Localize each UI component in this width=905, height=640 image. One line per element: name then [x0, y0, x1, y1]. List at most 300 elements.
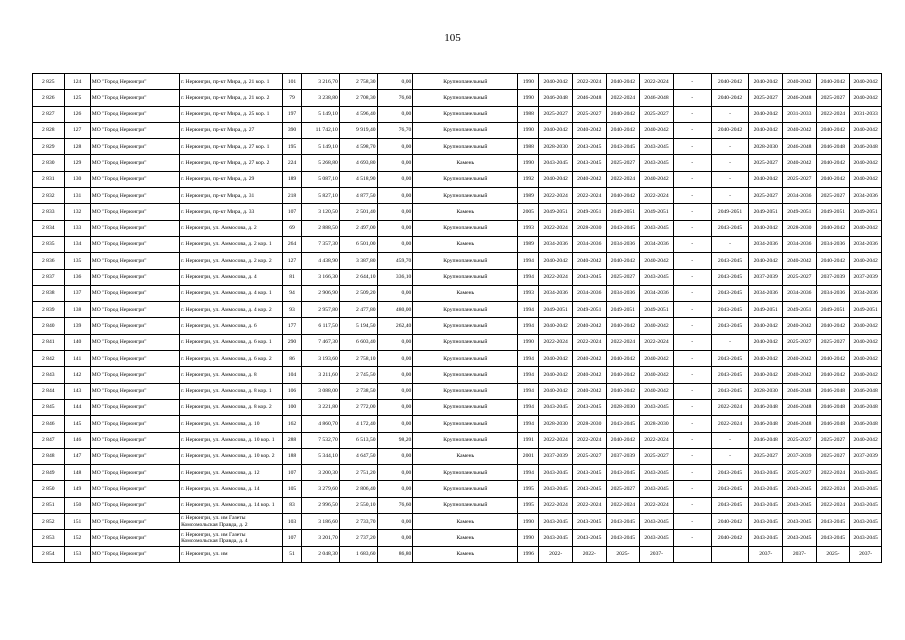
residents-cell: 69: [283, 220, 302, 236]
repair-period-cell: 2037-: [749, 546, 783, 562]
repair-period-cell: 2043-2045: [640, 155, 674, 171]
address-cell: г. Нерюнгри, пр-кт Мира, д. 27 кор. 2: [180, 155, 283, 171]
municipality-cell: МО "Город Нерюнгри": [90, 530, 179, 546]
repair-period-cell: 2034-2036: [749, 285, 783, 301]
sub-number-cell: 135: [64, 253, 90, 269]
sub-number-cell: 152: [64, 530, 90, 546]
repair-period-cell: -: [673, 481, 711, 497]
repair-period-cell: -: [673, 399, 711, 415]
repair-period-cell: 2040-2042: [640, 171, 674, 187]
total-area-cell: 5 149,10: [301, 139, 339, 155]
repair-period-cell: -: [673, 514, 711, 530]
repair-period-cell: 2043-2045: [711, 367, 749, 383]
municipality-cell: МО "Город Нерюнгри": [90, 546, 179, 562]
repair-period-cell: -: [711, 139, 749, 155]
table-row: [33, 318, 882, 334]
repair-period-cell: -: [673, 334, 711, 350]
living-area-cell: 1 683,60: [339, 546, 377, 562]
build-year-cell: 1995: [518, 481, 539, 497]
nonresidential-area-cell: 0,00: [377, 481, 413, 497]
row-number-cell: 2 826: [33, 90, 65, 106]
build-year-cell: 1990: [518, 90, 539, 106]
residents-cell: 197: [283, 106, 302, 122]
repair-period-cell: 2043-2045: [711, 253, 749, 269]
address-cell: г. Нерюнгри, ул. Аммосова, д. 4 кор. 2: [180, 302, 283, 318]
total-area-cell: 5 268,80: [301, 155, 339, 171]
sub-number-cell: 151: [64, 514, 90, 530]
repair-period-cell: 2043-2045: [539, 530, 573, 546]
sub-number-cell: 133: [64, 220, 90, 236]
build-year-cell: 1990: [518, 514, 539, 530]
repair-period-cell: 2049-2051: [783, 302, 817, 318]
repair-period-cell: 2049-2051: [749, 302, 783, 318]
repair-period-cell: -: [673, 188, 711, 204]
repair-period-cell: 2025-2027: [749, 155, 783, 171]
repair-period-cell: 2040-2042: [539, 74, 573, 90]
sub-number-cell: 134: [64, 236, 90, 252]
repair-period-cell: 2025-2027: [816, 432, 850, 448]
residents-cell: 290: [283, 334, 302, 350]
wall-material-cell: Камень: [413, 546, 518, 562]
wall-material-cell: Крупнопанельный: [413, 367, 518, 383]
repair-period-cell: 2043-2045: [606, 220, 640, 236]
build-year-cell: 1990: [518, 155, 539, 171]
repair-period-cell: -: [673, 171, 711, 187]
repair-period-cell: 2046-2048: [640, 90, 674, 106]
address-cell: г. Нерюнгри, пр-кт Мира, д. 25 кор. 1: [180, 106, 283, 122]
repair-period-cell: 2022-2024: [640, 497, 674, 513]
repair-period-cell: 2034-2036: [850, 285, 882, 301]
repair-period-cell: 2046-2048: [850, 416, 882, 432]
repair-period-cell: 2040-2042: [711, 514, 749, 530]
nonresidential-area-cell: 0,00: [377, 204, 413, 220]
repair-period-cell: 2040-2042: [539, 253, 573, 269]
repair-period-cell: 2034-2036: [572, 285, 606, 301]
repair-period-cell: 2022-2024: [572, 74, 606, 90]
total-area-cell: 4 438,90: [301, 253, 339, 269]
repair-period-cell: 2022-2024: [539, 220, 573, 236]
repair-period-cell: 2037-2039: [850, 269, 882, 285]
nonresidential-area-cell: 336,10: [377, 269, 413, 285]
repair-period-cell: 2022-2024: [816, 106, 850, 122]
address-cell: г. Нерюнгри, пр-кт Мира, д. 27: [180, 122, 283, 138]
repair-period-cell: -: [673, 318, 711, 334]
repair-period-cell: 2049-2051: [640, 204, 674, 220]
residents-cell: 127: [283, 253, 302, 269]
build-year-cell: 1993: [518, 285, 539, 301]
wall-material-cell: Крупнопанельный: [413, 318, 518, 334]
row-number-cell: 2 835: [33, 236, 65, 252]
total-area-cell: 3 211,60: [301, 367, 339, 383]
repair-period-cell: 2040-2042: [640, 122, 674, 138]
repair-period-cell: 2046-2048: [572, 90, 606, 106]
sub-number-cell: 137: [64, 285, 90, 301]
table-row: [33, 514, 882, 530]
repair-period-cell: 2025-2027: [606, 481, 640, 497]
repair-period-cell: [673, 546, 711, 562]
repair-period-cell: -: [711, 448, 749, 464]
repair-period-cell: 2025-2027: [606, 269, 640, 285]
repair-period-cell: 2037-: [850, 546, 882, 562]
repair-period-cell: 2049-2051: [749, 204, 783, 220]
living-area-cell: 2 738,50: [339, 383, 377, 399]
repair-period-cell: 2025-: [606, 546, 640, 562]
nonresidential-area-cell: 0,00: [377, 465, 413, 481]
repair-period-cell: 2043-2045: [711, 383, 749, 399]
repair-period-cell: 2028-2030: [572, 416, 606, 432]
build-year-cell: 1990: [518, 530, 539, 546]
repair-period-cell: 2049-2051: [572, 204, 606, 220]
residents-cell: 79: [283, 90, 302, 106]
table-row: [33, 188, 882, 204]
repair-period-cell: 2040-2042: [816, 74, 850, 90]
municipality-cell: МО "Город Нерюнгри": [90, 334, 179, 350]
residents-cell: 107: [283, 204, 302, 220]
repair-period-cell: -: [673, 155, 711, 171]
address-cell: г. Нерюнгри, ул. Аммосова, д. 4 кор. 1: [180, 285, 283, 301]
sub-number-cell: 153: [64, 546, 90, 562]
build-year-cell: 1994: [518, 399, 539, 415]
wall-material-cell: Крупнопанельный: [413, 171, 518, 187]
repair-period-cell: 2031-2033: [783, 106, 817, 122]
repair-period-cell: 2040-2042: [749, 171, 783, 187]
repair-period-cell: 2040-2042: [850, 90, 882, 106]
wall-material-cell: Крупнопанельный: [413, 481, 518, 497]
residents-cell: 288: [283, 432, 302, 448]
repair-period-cell: 2040-2042: [606, 122, 640, 138]
build-year-cell: 1994: [518, 318, 539, 334]
repair-period-cell: 2025-2027: [783, 171, 817, 187]
nonresidential-area-cell: 0,00: [377, 171, 413, 187]
repair-period-cell: 2022-2024: [640, 432, 674, 448]
repair-period-cell: -: [673, 220, 711, 236]
address-cell: г. Нерюнгри, ул. Аммосова, д. 4: [180, 269, 283, 285]
repair-period-cell: 2040-2042: [816, 220, 850, 236]
residents-cell: 107: [283, 530, 302, 546]
repair-period-cell: 2040-2042: [850, 351, 882, 367]
repair-period-cell: -: [673, 416, 711, 432]
table-row: [33, 546, 882, 562]
table-row: [33, 481, 882, 497]
row-number-cell: 2 843: [33, 367, 65, 383]
repair-period-cell: 2022-2024: [572, 334, 606, 350]
repair-period-cell: 2025-2027: [640, 448, 674, 464]
repair-period-cell: 2043-2045: [572, 481, 606, 497]
build-year-cell: 1990: [518, 122, 539, 138]
repair-period-cell: 2040-2042: [606, 74, 640, 90]
repair-period-cell: 2031-2033: [850, 106, 882, 122]
living-area-cell: 2 644,10: [339, 269, 377, 285]
repair-period-cell: 2043-2045: [539, 514, 573, 530]
repair-period-cell: [711, 546, 749, 562]
repair-period-cell: 2043-2045: [640, 269, 674, 285]
repair-period-cell: 2043-2045: [572, 269, 606, 285]
municipality-cell: МО "Город Нерюнгри": [90, 318, 179, 334]
repair-period-cell: 2040-2042: [711, 90, 749, 106]
nonresidential-area-cell: 0,00: [377, 285, 413, 301]
sub-number-cell: 149: [64, 481, 90, 497]
repair-period-cell: 2025-2027: [606, 155, 640, 171]
living-area-cell: 2 501,40: [339, 204, 377, 220]
row-number-cell: 2 827: [33, 106, 65, 122]
repair-period-cell: 2040-2042: [640, 367, 674, 383]
address-cell: г. Нерюнгри, пр-кт Мира, д. 33: [180, 204, 283, 220]
row-number-cell: 2 832: [33, 188, 65, 204]
repair-period-cell: 2040-2042: [816, 367, 850, 383]
build-year-cell: 1994: [518, 367, 539, 383]
living-area-cell: 2 497,00: [339, 220, 377, 236]
living-area-cell: 2 733,70: [339, 514, 377, 530]
table-row: [33, 253, 882, 269]
repair-period-cell: 2043-2045: [539, 465, 573, 481]
repair-period-cell: 2025-2027: [816, 334, 850, 350]
municipality-cell: МО "Город Нерюнгри": [90, 481, 179, 497]
total-area-cell: 2 906,90: [301, 285, 339, 301]
repair-period-cell: 2046-2048: [783, 383, 817, 399]
table-row: [33, 285, 882, 301]
total-area-cell: 3 279,60: [301, 481, 339, 497]
repair-period-cell: 2040-2042: [606, 106, 640, 122]
repair-period-cell: 2037-: [783, 546, 817, 562]
repair-period-cell: 2046-2048: [749, 432, 783, 448]
repair-period-cell: 2034-2036: [816, 285, 850, 301]
repair-period-cell: 2037-2039: [816, 269, 850, 285]
repair-period-cell: 2040-2042: [783, 351, 817, 367]
living-area-cell: 4 877,50: [339, 188, 377, 204]
municipality-cell: МО "Город Нерюнгри": [90, 171, 179, 187]
repair-period-cell: -: [673, 122, 711, 138]
repair-period-cell: 2046-2048: [539, 90, 573, 106]
repair-period-cell: 2025-2027: [816, 188, 850, 204]
repair-period-cell: 2046-2048: [783, 90, 817, 106]
municipality-cell: МО "Город Нерюнгри": [90, 448, 179, 464]
row-number-cell: 2 829: [33, 139, 65, 155]
repair-period-cell: 2040-2042: [850, 253, 882, 269]
total-area-cell: 3 238,80: [301, 90, 339, 106]
living-area-cell: 9 919,40: [339, 122, 377, 138]
repair-period-cell: 2046-2048: [816, 383, 850, 399]
total-area-cell: 5 827,10: [301, 188, 339, 204]
row-number-cell: 2 837: [33, 269, 65, 285]
repair-period-cell: 2040-2042: [783, 253, 817, 269]
total-area-cell: 3 221,80: [301, 399, 339, 415]
sub-number-cell: 129: [64, 155, 90, 171]
total-area-cell: 7 357,30: [301, 236, 339, 252]
repair-period-cell: 2040-2042: [711, 122, 749, 138]
address-cell: г. Нерюнгри, ул. Аммосова, д. 10: [180, 416, 283, 432]
living-area-cell: 4 693,80: [339, 155, 377, 171]
repair-period-cell: 2028-2030: [749, 139, 783, 155]
wall-material-cell: Крупнопанельный: [413, 90, 518, 106]
wall-material-cell: Камень: [413, 448, 518, 464]
repair-period-cell: 2046-2048: [783, 139, 817, 155]
table-row: [33, 171, 882, 187]
repair-period-cell: 2043-2045: [640, 530, 674, 546]
repair-period-cell: 2040-2042: [749, 106, 783, 122]
residents-cell: 390: [283, 122, 302, 138]
address-cell: г. Нерюнгри, ул. Аммосова, д. 10 кор. 1: [180, 432, 283, 448]
total-area-cell: 2 048,30: [301, 546, 339, 562]
table-row: [33, 106, 882, 122]
sub-number-cell: 140: [64, 334, 90, 350]
row-number-cell: 2 845: [33, 399, 65, 415]
repair-period-cell: 2025-2027: [539, 106, 573, 122]
repair-period-cell: -: [673, 351, 711, 367]
build-year-cell: 1988: [518, 106, 539, 122]
repair-period-cell: 2037-2039: [783, 448, 817, 464]
repair-period-cell: -: [673, 302, 711, 318]
repair-period-cell: 2043-2045: [539, 399, 573, 415]
repair-period-cell: 2049-2051: [711, 204, 749, 220]
row-number-cell: 2 836: [33, 253, 65, 269]
wall-material-cell: Крупнопанельный: [413, 416, 518, 432]
repair-period-cell: 2040-2042: [816, 351, 850, 367]
address-cell: г. Нерюнгри, ул. им Газеты Комсомольская Правда, д. 4: [180, 530, 283, 546]
repair-period-cell: 2040-2042: [783, 74, 817, 90]
repair-period-cell: 2028-2030: [640, 416, 674, 432]
table-row: [33, 416, 882, 432]
row-number-cell: 2 834: [33, 220, 65, 236]
repair-period-cell: 2043-2045: [572, 514, 606, 530]
municipality-cell: МО "Город Нерюнгри": [90, 416, 179, 432]
repair-period-cell: 2040-2042: [850, 318, 882, 334]
repair-period-cell: 2040-2042: [572, 171, 606, 187]
residents-cell: 83: [283, 497, 302, 513]
total-area-cell: 2 888,50: [301, 220, 339, 236]
repair-period-cell: 2043-2045: [850, 497, 882, 513]
repair-period-cell: 2043-2045: [640, 399, 674, 415]
repair-period-cell: 2043-2045: [711, 318, 749, 334]
residents-cell: 162: [283, 416, 302, 432]
repair-period-cell: 2022-2024: [640, 334, 674, 350]
repair-period-cell: 2040-2042: [783, 155, 817, 171]
repair-period-cell: -: [673, 285, 711, 301]
municipality-cell: МО "Город Нерюнгри": [90, 253, 179, 269]
sub-number-cell: 124: [64, 74, 90, 90]
repair-period-cell: 2040-2042: [816, 122, 850, 138]
address-cell: г. Нерюнгри, ул. Аммосова, д. 2 кор. 2: [180, 253, 283, 269]
repair-period-cell: 2025-2027: [783, 465, 817, 481]
row-number-cell: 2 849: [33, 465, 65, 481]
sub-number-cell: 141: [64, 351, 90, 367]
repair-period-cell: 2040-2042: [572, 122, 606, 138]
repair-period-cell: 2043-2045: [606, 465, 640, 481]
repair-period-cell: 2049-2051: [539, 302, 573, 318]
repair-period-cell: 2043-2045: [711, 302, 749, 318]
nonresidential-area-cell: 262,40: [377, 318, 413, 334]
nonresidential-area-cell: 0,00: [377, 351, 413, 367]
sub-number-cell: 128: [64, 139, 90, 155]
repair-period-cell: 2043-2045: [783, 530, 817, 546]
nonresidential-area-cell: 76,60: [377, 497, 413, 513]
residents-cell: 101: [283, 74, 302, 90]
repair-period-cell: 2040-2042: [816, 318, 850, 334]
repair-period-cell: 2043-2045: [711, 497, 749, 513]
repair-period-cell: 2022-: [572, 546, 606, 562]
repair-period-cell: 2037-2039: [606, 448, 640, 464]
repair-period-cell: 2022-2024: [816, 497, 850, 513]
wall-material-cell: Камень: [413, 204, 518, 220]
municipality-cell: МО "Город Нерюнгри": [90, 188, 179, 204]
repair-period-cell: 2043-2045: [572, 530, 606, 546]
repair-period-cell: 2049-2051: [606, 302, 640, 318]
municipality-cell: МО "Город Нерюнгри": [90, 497, 179, 513]
build-year-cell: 1991: [518, 432, 539, 448]
total-area-cell: 5 087,10: [301, 171, 339, 187]
address-cell: г. Нерюнгри, ул. Аммосова, д. 6: [180, 318, 283, 334]
table-row: [33, 448, 882, 464]
repair-period-cell: 2046-2048: [850, 139, 882, 155]
repair-period-cell: 2040-2042: [539, 367, 573, 383]
repair-period-cell: 2028-2030: [783, 220, 817, 236]
municipality-cell: МО "Город Нерюнгри": [90, 204, 179, 220]
repair-period-cell: -: [673, 367, 711, 383]
build-year-cell: 1994: [518, 302, 539, 318]
repair-period-cell: 2022-2024: [539, 188, 573, 204]
sub-number-cell: 142: [64, 367, 90, 383]
municipality-cell: МО "Город Нерюнгри": [90, 236, 179, 252]
wall-material-cell: Камень: [413, 236, 518, 252]
municipality-cell: МО "Город Нерюнгри": [90, 155, 179, 171]
wall-material-cell: Камень: [413, 155, 518, 171]
row-number-cell: 2 840: [33, 318, 65, 334]
build-year-cell: 1992: [518, 171, 539, 187]
repair-period-cell: 2049-2051: [850, 204, 882, 220]
repair-period-cell: 2022-2024: [640, 74, 674, 90]
repair-period-cell: 2040-2042: [850, 122, 882, 138]
total-area-cell: 7 532,70: [301, 432, 339, 448]
repair-period-cell: 2043-2045: [711, 351, 749, 367]
repair-period-cell: 2040-2042: [850, 367, 882, 383]
total-area-cell: 2 996,50: [301, 497, 339, 513]
wall-material-cell: Крупнопанельный: [413, 220, 518, 236]
sub-number-cell: 146: [64, 432, 90, 448]
total-area-cell: 3 193,60: [301, 351, 339, 367]
repair-period-cell: 2040-2042: [749, 74, 783, 90]
repair-period-cell: 2040-2042: [783, 367, 817, 383]
repair-period-cell: 2043-2045: [816, 530, 850, 546]
row-number-cell: 2 839: [33, 302, 65, 318]
repair-period-cell: 2025-: [816, 546, 850, 562]
repair-period-cell: 2040-2042: [572, 367, 606, 383]
living-area-cell: 2 751,20: [339, 465, 377, 481]
row-number-cell: 2 852: [33, 514, 65, 530]
total-area-cell: 3 088,00: [301, 383, 339, 399]
repair-period-cell: 2040-2042: [606, 318, 640, 334]
repair-period-cell: 2049-2051: [816, 204, 850, 220]
repair-period-cell: 2043-2045: [640, 514, 674, 530]
repair-period-cell: 2043-2045: [711, 285, 749, 301]
repair-period-cell: 2028-2030: [572, 220, 606, 236]
municipality-cell: МО "Город Нерюнгри": [90, 514, 179, 530]
address-cell: г. Нерюнгри, ул. Аммосова, д. 6 кор. 2: [180, 351, 283, 367]
row-number-cell: 2 850: [33, 481, 65, 497]
nonresidential-area-cell: 0,00: [377, 530, 413, 546]
repair-period-cell: 2025-2027: [816, 90, 850, 106]
repair-period-cell: 2040-2042: [606, 351, 640, 367]
repair-period-cell: 2043-2045: [850, 530, 882, 546]
table-row: [33, 90, 882, 106]
address-cell: г. Нерюнгри, ул. Аммосова, д. 2: [180, 220, 283, 236]
repair-period-cell: 2025-2027: [783, 269, 817, 285]
address-cell: г. Нерюнгри, ул. Аммосова, д. 8 кор. 1: [180, 383, 283, 399]
table-row: [33, 334, 882, 350]
municipality-cell: МО "Город Нерюнгри": [90, 106, 179, 122]
repair-period-cell: -: [673, 269, 711, 285]
table-row: [33, 269, 882, 285]
build-year-cell: 1994: [518, 416, 539, 432]
address-cell: г. Нерюнгри, пр-кт Мира, д. 21 кор. 1: [180, 74, 283, 90]
